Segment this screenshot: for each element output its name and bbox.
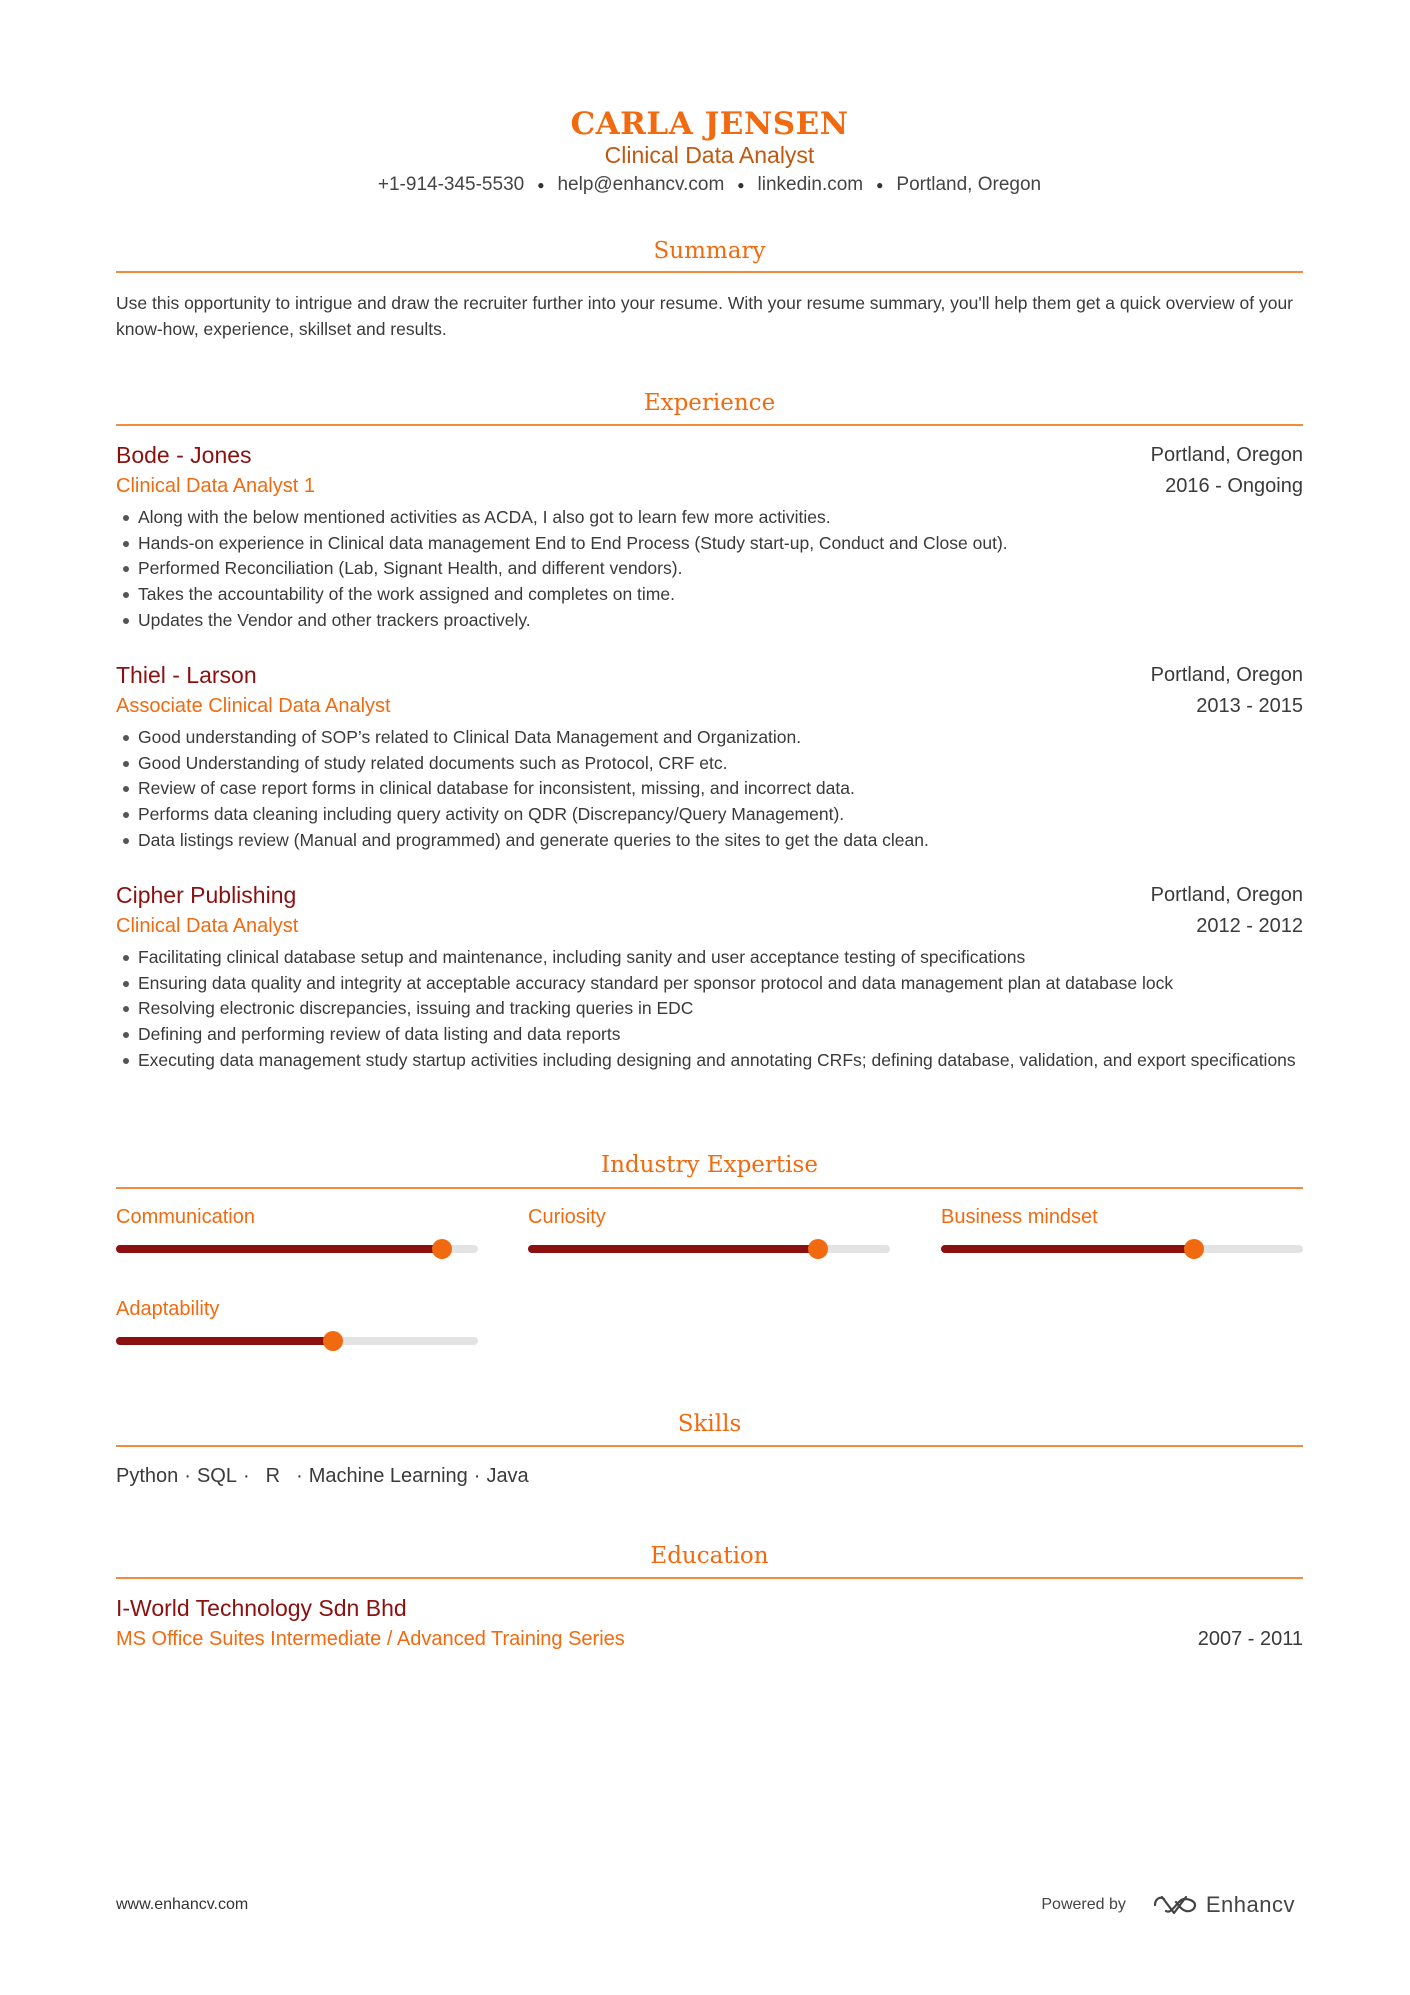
job-dates: 2016 - Ongoing [1165, 475, 1303, 497]
job-bullet: Takes the accountability of the work assigned and completes on time. [116, 582, 1303, 608]
job-location: Portland, Oregon [1150, 664, 1303, 686]
expertise-label: Communication [116, 1206, 255, 1228]
job-bullet: Ensuring data quality and integrity at acceptable accuracy standard per sponsor protocol and data management plan at database lock [116, 971, 1303, 997]
dot-separator: · [296, 1465, 303, 1487]
expertise-track [116, 1245, 478, 1253]
footer-branding [1041, 1888, 1295, 1922]
job-dates: 2012 - 2012 [1196, 915, 1303, 937]
footer-website[interactable]: www.enhancv.com [116, 1896, 249, 1913]
expertise-fill [116, 1337, 333, 1345]
summary-text: Use this opportunity to intrigue and draw the recruiter further into your resume. With your resume summary, you'll help them get a quick overview of your know-how, experience, skillset and results. [116, 293, 1294, 339]
experience-divider [116, 424, 1303, 426]
job-company: Cipher Publishing [116, 882, 297, 908]
education-degree: MS Office Suites Intermediate / Advanced Training Series [116, 1628, 625, 1650]
job-company: Bode - Jones [116, 442, 252, 468]
job-bullet: Data listings review (Manual and programmed) and generate queries to the sites to get the data clean. [116, 828, 1303, 854]
skill-item: R [265, 1465, 281, 1487]
job-bullet: Hands-on experience in Clinical data management End to End Process (Study start-up, Conduct and Close out). [116, 531, 1303, 557]
job-title: Associate Clinical Data Analyst [116, 695, 391, 717]
job-bullet: Good Understanding of study related documents such as Protocol, CRF etc. [116, 751, 1303, 777]
expertise-fill [528, 1245, 818, 1253]
contact-linkedin[interactable]: linkedin.com [757, 174, 864, 196]
expertise-fill [941, 1245, 1194, 1253]
job-bullets [116, 945, 1303, 1074]
job-entry [116, 440, 1303, 634]
job-bullets [116, 725, 1303, 854]
expertise-label: Adaptability [116, 1298, 220, 1320]
resume-header [116, 104, 1303, 199]
experience-heading: Experience [643, 390, 776, 416]
summary-heading: Summary [653, 238, 766, 264]
expertise-label: Business mindset [941, 1206, 1098, 1228]
job-title: Clinical Data Analyst 1 [116, 475, 315, 497]
enhancv-brand: Enhancv [1205, 1892, 1295, 1917]
contact-location: Portland, Oregon [896, 174, 1042, 196]
job-bullet: Facilitating clinical database setup and maintenance, including sanity and user acceptance testing of specifications [116, 945, 1303, 971]
education-heading: Education [650, 1543, 769, 1569]
skill-item: SQL [196, 1465, 237, 1487]
bullet-separator: ● [537, 178, 545, 192]
expertise-item [116, 1203, 478, 1231]
powered-by-text: Powered by [1041, 1896, 1126, 1913]
contact-line [116, 171, 1303, 199]
candidate-role: Clinical Data Analyst [604, 142, 815, 168]
job-dates: 2013 - 2015 [1196, 695, 1303, 717]
job-bullet: Updates the Vendor and other trackers proactively. [116, 608, 1303, 634]
job-bullet: Executing data management study startup activities including designing and annotating CRFs; defining database, validation, and export specifications [116, 1048, 1303, 1074]
skill-item: Python [116, 1465, 179, 1487]
job-entry [116, 660, 1303, 854]
summary-divider [116, 271, 1303, 273]
expertise-item [528, 1203, 890, 1231]
job-bullet: Performed Reconciliation (Lab, Signant Health, and different vendors). [116, 556, 1303, 582]
expertise-track [528, 1245, 890, 1253]
job-bullet: Good understanding of SOP’s related to Clinical Data Management and Organization. [116, 725, 1303, 751]
job-bullet: Review of case report forms in clinical database for inconsistent, missing, and incorrect data. [116, 776, 1303, 802]
expertise-track [941, 1245, 1303, 1253]
expertise-fill [116, 1245, 442, 1253]
expertise-knob [1184, 1239, 1204, 1259]
expertise-label: Curiosity [528, 1206, 606, 1228]
job-bullet: Resolving electronic discrepancies, issuing and tracking queries in EDC [116, 996, 1303, 1022]
dot-separator: · [242, 1465, 250, 1487]
job-entry [116, 880, 1303, 1074]
job-bullet: Along with the below mentioned activities as ACDA, I also got to learn few more activities. [116, 505, 1303, 531]
expertise-track [116, 1337, 478, 1345]
job-bullets [116, 505, 1303, 634]
job-bullet: Performs data cleaning including query activity on QDR (Discrepancy/Query Management). [116, 802, 1303, 828]
skills-heading: Skills [677, 1411, 742, 1437]
skill-item: Java [486, 1465, 529, 1487]
education-dates: 2007 - 2011 [1197, 1628, 1303, 1650]
job-title: Clinical Data Analyst [116, 915, 299, 937]
candidate-name: CARLA JENSEN [570, 106, 849, 142]
expertise-item [116, 1295, 478, 1323]
expertise-knob [323, 1331, 343, 1351]
job-location: Portland, Oregon [1150, 444, 1303, 466]
job-location: Portland, Oregon [1150, 884, 1303, 906]
dot-separator: · [184, 1465, 191, 1487]
expertise-divider [116, 1187, 1303, 1189]
education-school: I-World Technology Sdn Bhd [116, 1595, 407, 1621]
job-company: Thiel - Larson [116, 662, 257, 688]
dot-separator: · [473, 1465, 481, 1487]
job-bullet: Defining and performing review of data listing and data reports [116, 1022, 1303, 1048]
enhancv-logo-icon [1152, 1893, 1198, 1917]
bullet-separator: ● [737, 178, 745, 192]
resume-page [116, 0, 1303, 1995]
skills-list [116, 1461, 529, 1491]
education-divider [116, 1577, 1303, 1579]
expertise-knob [808, 1239, 828, 1259]
expertise-knob [432, 1239, 452, 1259]
skills-divider [116, 1445, 1303, 1447]
expertise-heading: Industry Expertise [601, 1152, 818, 1178]
skill-item: Machine Learning [308, 1465, 468, 1487]
contact-phone: +1-914-345-5530 [377, 174, 525, 196]
bullet-separator: ● [876, 178, 884, 192]
expertise-item [941, 1203, 1303, 1231]
contact-email[interactable]: help@enhancv.com [557, 174, 725, 196]
